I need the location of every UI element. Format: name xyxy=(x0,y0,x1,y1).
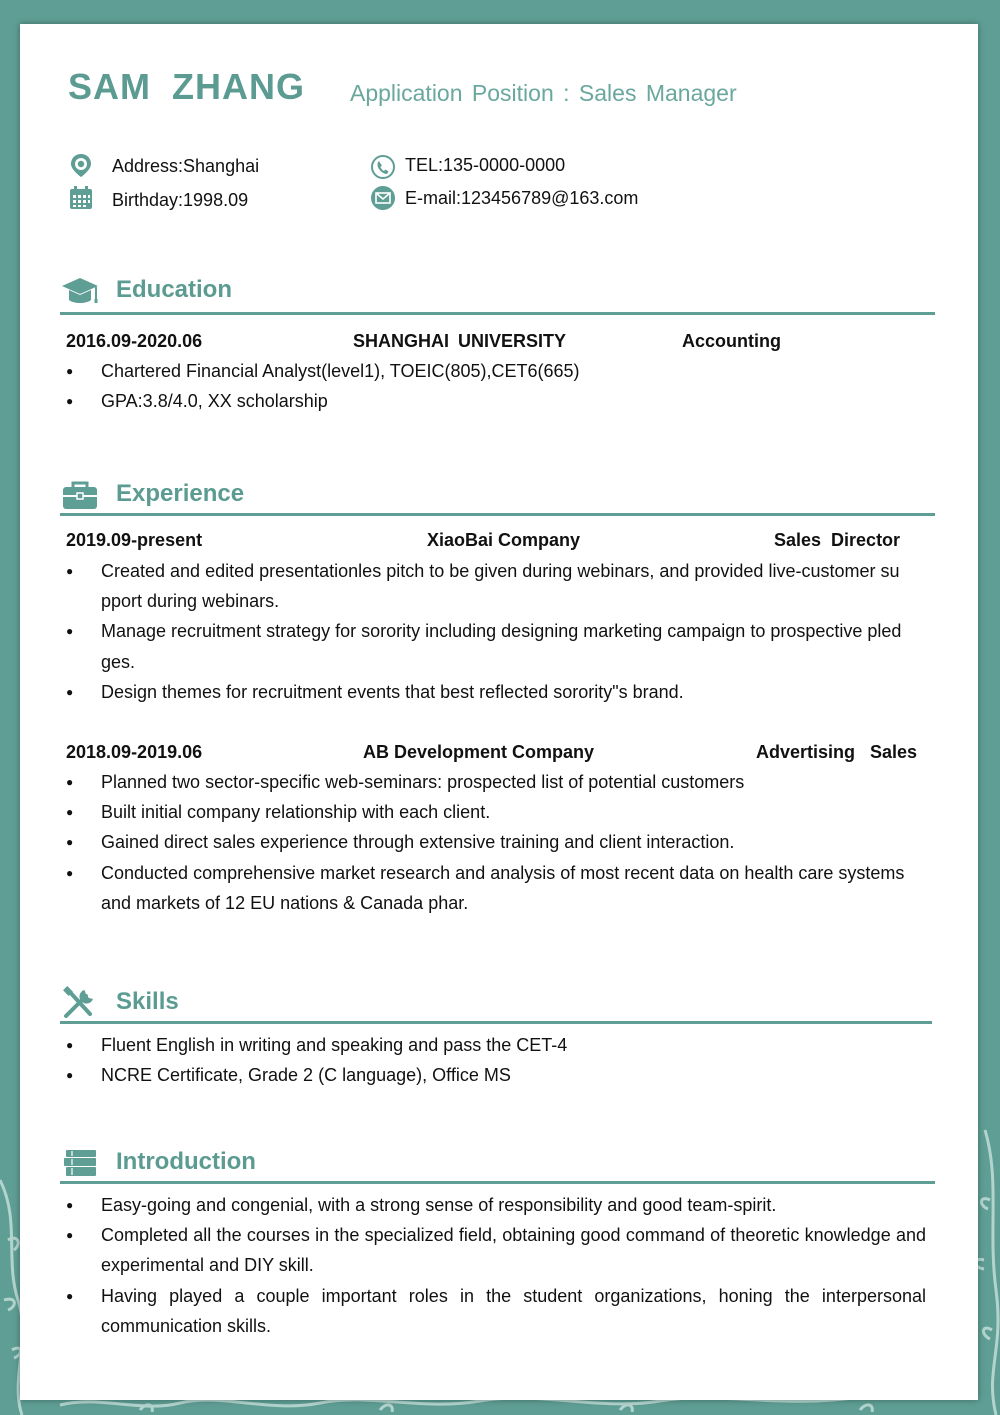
education-title: Education xyxy=(116,276,233,303)
introduction-section-header xyxy=(60,1144,935,1184)
job-role: Sales Director xyxy=(774,530,901,550)
address-text: Address:Shanghai xyxy=(112,156,260,176)
introduction-bullet-list xyxy=(66,1190,926,1341)
experience-section-header xyxy=(60,476,935,516)
section-divider xyxy=(60,1181,935,1184)
applicant-name: SAM ZHANG xyxy=(68,66,305,107)
section-divider xyxy=(60,1021,932,1024)
education-major: Accounting xyxy=(682,331,781,351)
education-bullet-list xyxy=(66,356,926,416)
list-item: ● Having played a couple important roles in the student organizations, honing the interpersonal communication skills. xyxy=(66,1281,926,1341)
list-item: ● Fluent English in writing and speaking and pass the CET-4 xyxy=(66,1030,926,1060)
list-item: ● Easy-going and congenial, with a strong sense of responsibility and good team-spirit. xyxy=(66,1190,926,1220)
list-item: ● Chartered Financial Analyst(level1), TOEIC(805),CET6(665) xyxy=(66,356,926,386)
location-pin-icon xyxy=(68,152,94,178)
introduction-title: Introduction xyxy=(116,1148,256,1175)
graduation-cap-icon xyxy=(60,274,100,308)
job-role: Advertising Sales xyxy=(756,742,918,762)
birthday-text: Birthday:1998.09 xyxy=(112,190,249,210)
resume-page xyxy=(20,24,978,1400)
job-date: 2018.09-2019.06 xyxy=(66,742,203,762)
education-school: SHANGHAI UNIVERSITY xyxy=(353,331,567,351)
skills-title: Skills xyxy=(116,988,179,1015)
calendar-icon xyxy=(68,185,94,211)
section-divider xyxy=(60,312,935,315)
application-position: Application Position : Sales Manager xyxy=(350,80,737,106)
list-item: ● Created and edited presentationles pitch to be given during webinars, and provided live-customer su pport during webinars. xyxy=(66,556,926,616)
job-date: 2019.09-present xyxy=(66,530,203,550)
list-item: ● Built initial company relationship with each client. xyxy=(66,797,926,827)
experience-title: Experience xyxy=(116,480,245,507)
books-icon xyxy=(60,1146,100,1180)
list-item: ● Conducted comprehensive market research and analysis of most recent data on health care systems and markets of 12 EU nations & Canada phar. xyxy=(66,858,926,918)
telephone-text: TEL:135-0000-0000 xyxy=(405,155,566,175)
education-date: 2016.09-2020.06 xyxy=(66,331,203,351)
section-divider xyxy=(60,513,935,516)
job-company: XiaoBai Company xyxy=(427,530,581,550)
list-item: ● Design themes for recruitment events that best reflected sorority"s brand. xyxy=(66,677,926,707)
phone-icon xyxy=(370,154,396,180)
skills-section-header xyxy=(60,984,932,1024)
list-item: ● Completed all the courses in the specialized field, obtaining good command of theoretic knowledge and experimental and DIY skill. xyxy=(66,1220,926,1280)
briefcase-icon xyxy=(60,478,100,512)
list-item: ● GPA:3.8/4.0, XX scholarship xyxy=(66,386,926,416)
email-text: E-mail:123456789@163.com xyxy=(405,188,639,208)
tools-icon xyxy=(60,986,100,1020)
list-item: ● Planned two sector-specific web-seminars: prospected list of potential customers xyxy=(66,767,926,797)
job-bullet-list xyxy=(66,767,926,918)
email-icon xyxy=(370,185,396,211)
list-item: ● Gained direct sales experience through extensive training and client interaction. xyxy=(66,827,926,857)
skills-bullet-list xyxy=(66,1030,926,1090)
list-item: ● Manage recruitment strategy for sorority including designing marketing campaign to prospective pled ges. xyxy=(66,616,926,676)
list-item: ● NCRE Certificate, Grade 2 (C language), Office MS xyxy=(66,1060,926,1090)
job-bullet-list xyxy=(66,556,926,707)
job-company: AB Development Company xyxy=(363,742,595,762)
education-section-header xyxy=(60,272,935,312)
